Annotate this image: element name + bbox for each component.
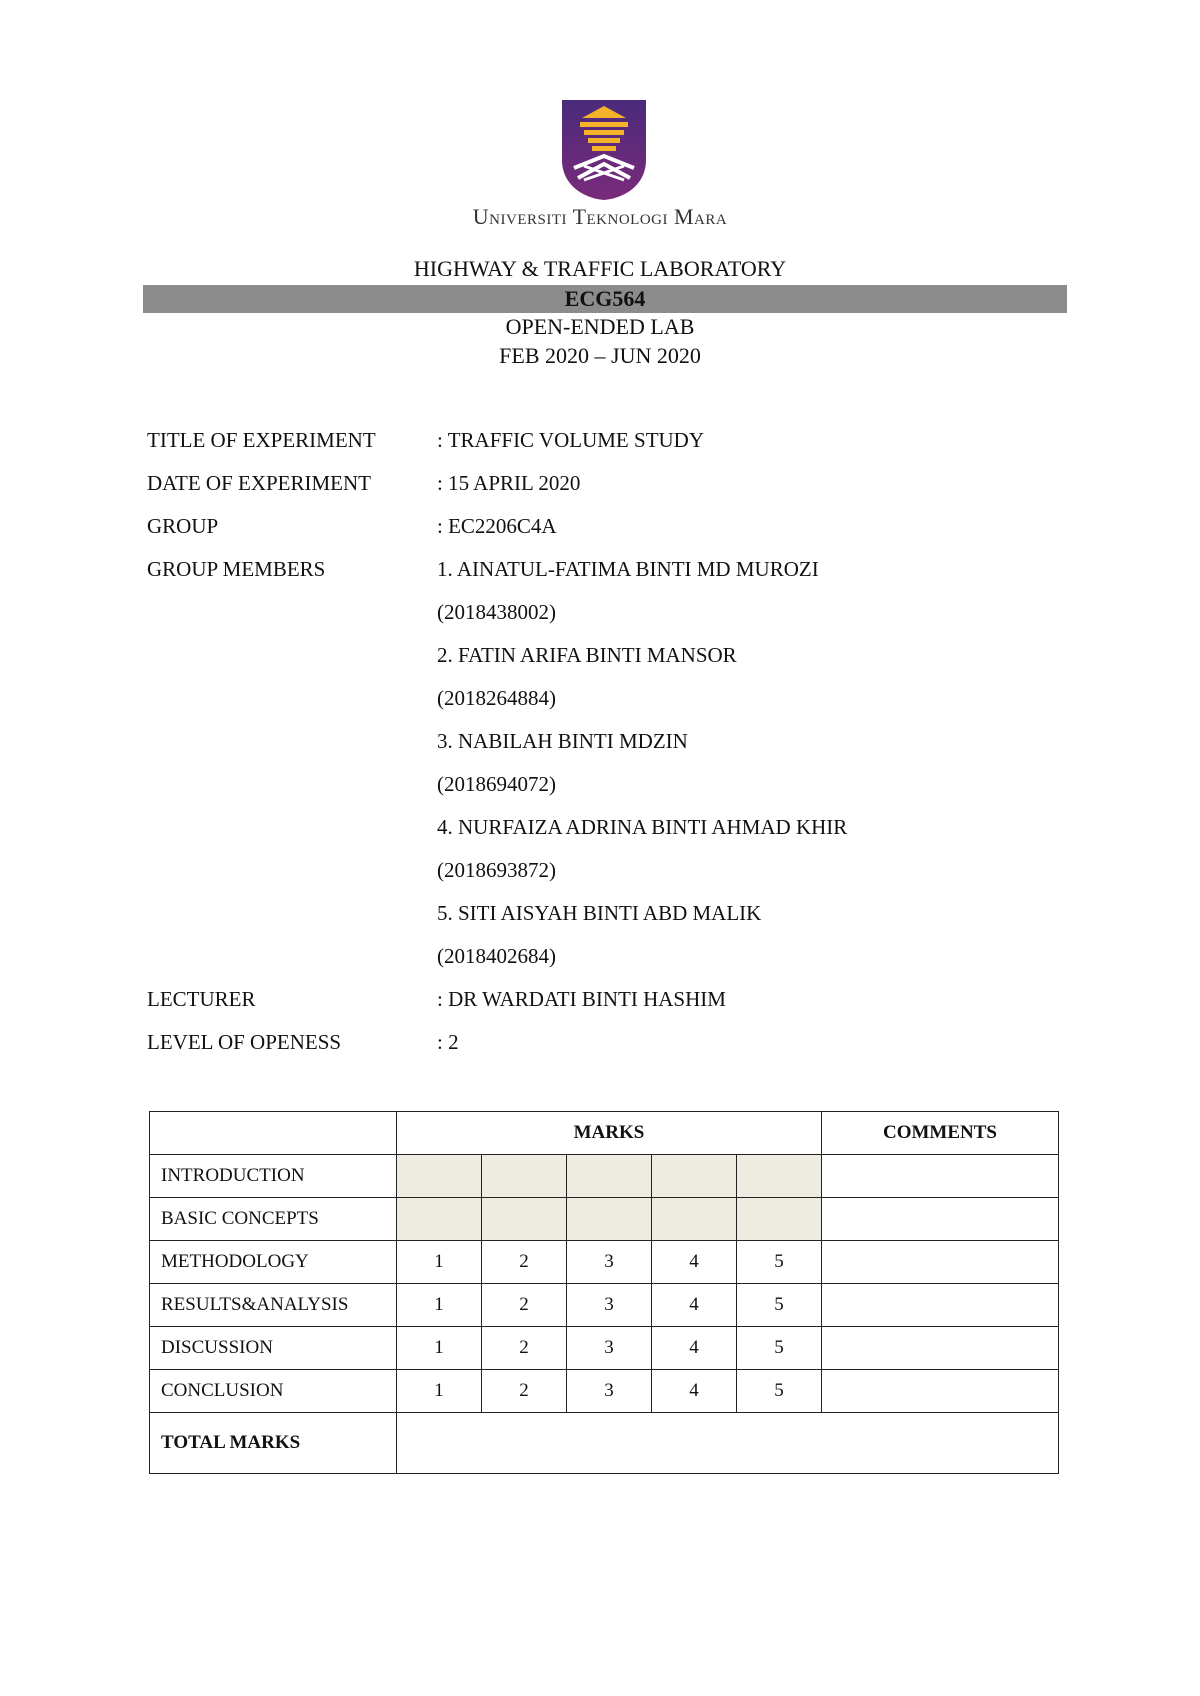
mark-option[interactable]: 3 — [567, 1370, 652, 1413]
group-label: GROUP — [147, 514, 219, 538]
comment-cell[interactable] — [822, 1155, 1059, 1198]
member-name: 4. NURFAIZA ADRINA BINTI AHMAD KHIR — [437, 815, 848, 839]
criterion-cell: BASIC CONCEPTS — [150, 1198, 397, 1241]
comments-header: COMMENTS — [822, 1112, 1059, 1155]
member-id: (2018694072) — [437, 772, 556, 796]
mark-cell[interactable] — [567, 1155, 652, 1198]
mark-option[interactable]: 4 — [652, 1327, 737, 1370]
university-crest-icon — [560, 98, 648, 202]
member-id: (2018264884) — [437, 686, 556, 710]
mark-cell[interactable] — [737, 1155, 822, 1198]
mark-option[interactable]: 2 — [482, 1284, 567, 1327]
course-code-band: ECG564 — [143, 285, 1067, 313]
total-marks-cell[interactable] — [397, 1413, 1059, 1474]
member-id: (2018438002) — [437, 600, 556, 624]
marks-table — [149, 1111, 1059, 1474]
mark-option[interactable]: 5 — [737, 1327, 822, 1370]
mark-option[interactable]: 1 — [397, 1241, 482, 1284]
mark-cell[interactable] — [482, 1198, 567, 1241]
mark-cell[interactable] — [397, 1198, 482, 1241]
table-row — [150, 1284, 1059, 1327]
comment-cell[interactable] — [822, 1284, 1059, 1327]
mark-option[interactable]: 3 — [567, 1241, 652, 1284]
table-row — [150, 1370, 1059, 1413]
member-id: (2018693872) — [437, 858, 556, 882]
mark-option[interactable]: 1 — [397, 1370, 482, 1413]
mark-cell[interactable] — [652, 1155, 737, 1198]
table-header-row — [150, 1112, 1059, 1155]
lab-type: OPEN-ENDED LAB — [505, 314, 695, 339]
criterion-cell: RESULTS&ANALYSIS — [150, 1284, 397, 1327]
empty-header-cell — [150, 1112, 397, 1155]
university-name: Universiti Teknologi Mara — [472, 204, 728, 229]
mark-option[interactable]: 2 — [482, 1241, 567, 1284]
comment-cell[interactable] — [822, 1241, 1059, 1284]
table-row — [150, 1198, 1059, 1241]
criterion-cell: INTRODUCTION — [150, 1155, 397, 1198]
mark-cell[interactable] — [737, 1198, 822, 1241]
mark-cell[interactable] — [567, 1198, 652, 1241]
criterion-cell: DISCUSSION — [150, 1327, 397, 1370]
member-name: 5. SITI AISYAH BINTI ABD MALIK — [437, 901, 762, 925]
table-row — [150, 1155, 1059, 1198]
criterion-cell: CONCLUSION — [150, 1370, 397, 1413]
member-name: 3. NABILAH BINTI MDZIN — [437, 729, 688, 753]
date-label: DATE OF EXPERIMENT — [147, 471, 371, 495]
group-value: : EC2206C4A — [437, 514, 557, 538]
title-label: TITLE OF EXPERIMENT — [147, 428, 376, 452]
mark-option[interactable]: 5 — [737, 1370, 822, 1413]
mark-option[interactable]: 2 — [482, 1327, 567, 1370]
lecturer-value: : DR WARDATI BINTI HASHIM — [437, 987, 726, 1011]
member-name: 1. AINATUL-FATIMA BINTI MD MUROZI — [437, 557, 819, 581]
member-id: (2018402684) — [437, 944, 556, 968]
members-label: GROUP MEMBERS — [147, 557, 326, 581]
mark-option[interactable]: 3 — [567, 1327, 652, 1370]
lecturer-label: LECTURER — [147, 987, 256, 1011]
openess-value: : 2 — [437, 1030, 459, 1054]
mark-option[interactable]: 4 — [652, 1370, 737, 1413]
mark-option[interactable]: 5 — [737, 1284, 822, 1327]
criterion-cell: METHODOLOGY — [150, 1241, 397, 1284]
openess-label: LEVEL OF OPENESS — [147, 1030, 342, 1054]
title-value: : TRAFFIC VOLUME STUDY — [437, 428, 705, 452]
mark-option[interactable]: 1 — [397, 1284, 482, 1327]
total-marks-label: TOTAL MARKS — [150, 1413, 397, 1474]
table-row — [150, 1327, 1059, 1370]
mark-option[interactable]: 5 — [737, 1241, 822, 1284]
mark-cell[interactable] — [652, 1198, 737, 1241]
mark-cell[interactable] — [397, 1155, 482, 1198]
mark-option[interactable]: 4 — [652, 1241, 737, 1284]
semester: FEB 2020 – JUN 2020 — [499, 343, 701, 368]
date-value: : 15 APRIL 2020 — [437, 471, 581, 495]
total-row — [150, 1413, 1059, 1474]
university-logo — [560, 98, 648, 202]
mark-cell[interactable] — [482, 1155, 567, 1198]
mark-option[interactable]: 3 — [567, 1284, 652, 1327]
marks-header: MARKS — [397, 1112, 822, 1155]
lab-title: HIGHWAY & TRAFFIC LABORATORY — [413, 256, 787, 281]
mark-option[interactable]: 1 — [397, 1327, 482, 1370]
member-name: 2. FATIN ARIFA BINTI MANSOR — [437, 643, 737, 667]
mark-option[interactable]: 2 — [482, 1370, 567, 1413]
comment-cell[interactable] — [822, 1327, 1059, 1370]
comment-cell[interactable] — [822, 1370, 1059, 1413]
mark-option[interactable]: 4 — [652, 1284, 737, 1327]
comment-cell[interactable] — [822, 1198, 1059, 1241]
table-row — [150, 1241, 1059, 1284]
